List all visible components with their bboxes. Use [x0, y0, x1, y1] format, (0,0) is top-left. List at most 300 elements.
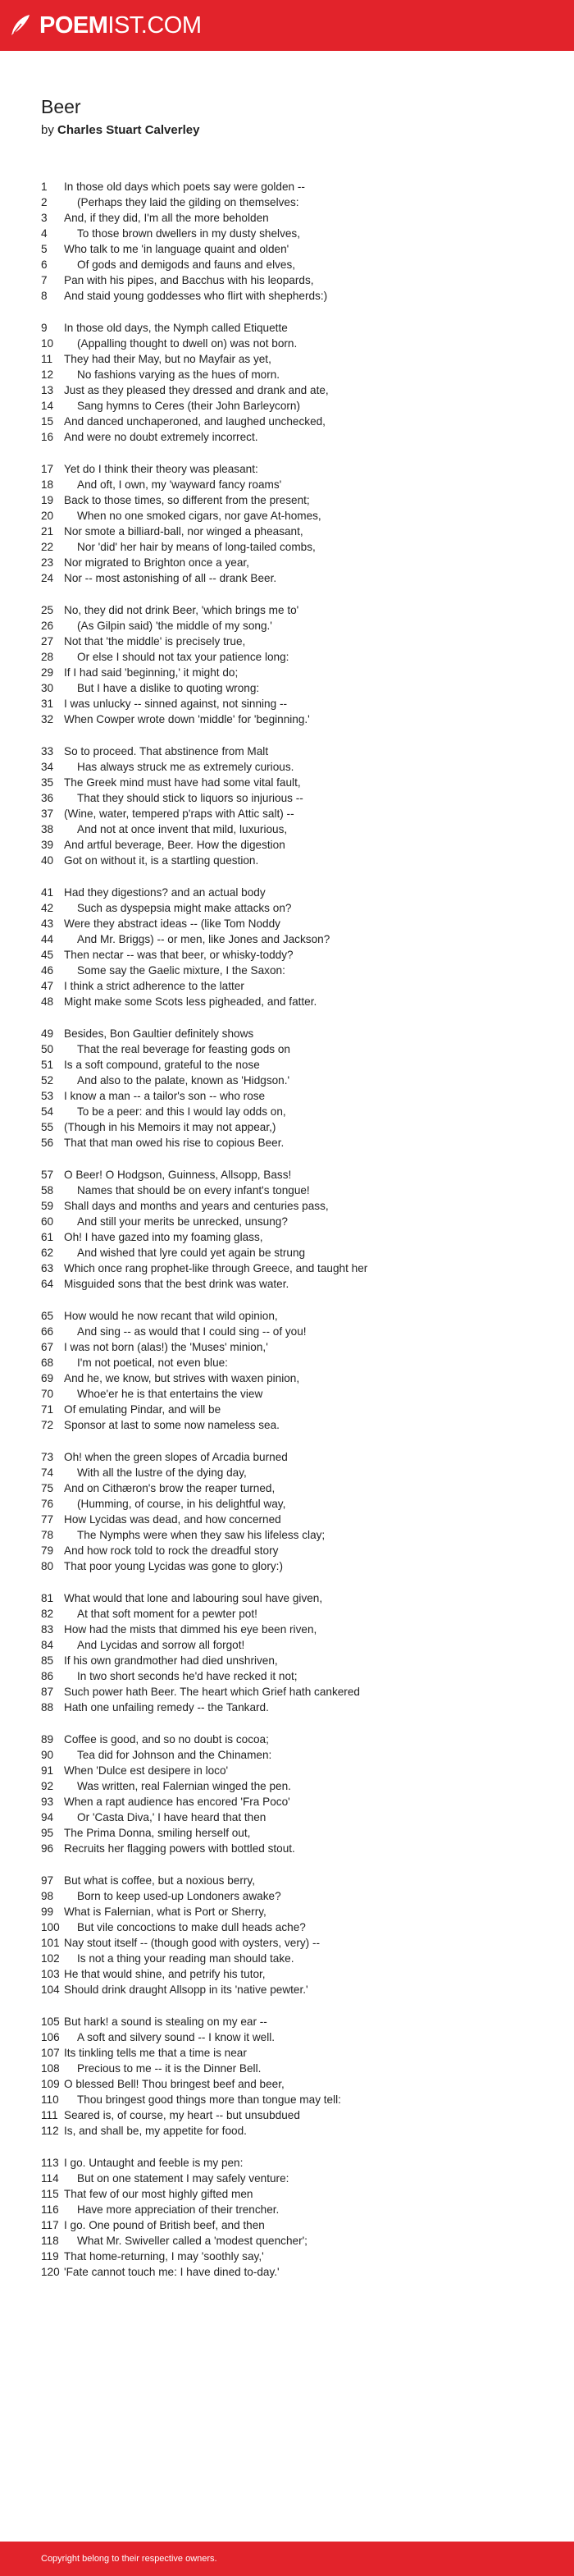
- poem-line: [41, 696, 566, 711]
- line-text: Precious to me -- it is the Dinner Bell.: [77, 2062, 262, 2075]
- line-number: 44: [41, 933, 54, 945]
- line-text: A soft and silvery sound -- I know it well.: [77, 2031, 276, 2043]
- poem-line: [41, 1465, 566, 1480]
- line-text: Back to those times, so different from the present;: [64, 494, 310, 506]
- stanza: [41, 1590, 566, 1715]
- line-text: Might make some Scots less pigheaded, and fatter.: [64, 995, 317, 1008]
- line-text: Recruits her flagging powers with bottled stout.: [64, 1842, 295, 1855]
- line-text: In those old days, the Nymph called Etiquette: [64, 322, 288, 334]
- poem-line: [41, 2014, 566, 2029]
- line-number: 54: [41, 1105, 54, 1118]
- line-number: 4: [41, 227, 48, 240]
- poem-line: [41, 634, 566, 649]
- line-text: When a rapt audience has encored 'Fra Poco': [64, 1796, 290, 1808]
- line-text: In those old days which poets say were golden --: [64, 181, 305, 193]
- line-number: 74: [41, 1466, 54, 1479]
- line-number: 8: [41, 290, 48, 302]
- poem-line: [41, 1543, 566, 1558]
- poem-line: [41, 1606, 566, 1622]
- poem-line: [41, 618, 566, 634]
- line-number: 38: [41, 823, 54, 835]
- poem-line: [41, 320, 566, 336]
- line-text: Such as dyspepsia might make attacks on?: [77, 902, 292, 914]
- line-text: Its tinkling tells me that a time is near: [64, 2047, 247, 2059]
- line-number: 116: [41, 2203, 59, 2216]
- line-text: Is not a thing your reading man should take.: [77, 1952, 294, 1965]
- poem-line: [41, 398, 566, 414]
- line-text: What is Falernian, what is Port or Sherry,: [64, 1906, 266, 1918]
- poem-line: [41, 508, 566, 524]
- line-text: How Lycidas was dead, and how concerned: [64, 1513, 281, 1526]
- line-text: And Mr. Briggs) -- or men, like Jones and Jackson?: [77, 933, 330, 945]
- line-number: 95: [41, 1827, 54, 1839]
- line-text: Who talk to me 'in language quaint and olden': [64, 243, 289, 255]
- poem-line: [41, 1057, 566, 1073]
- line-text: That that man owed his rise to copious Beer.: [64, 1137, 285, 1149]
- line-number: 40: [41, 854, 54, 867]
- line-text: Was written, real Falernian winged the pen.: [77, 1780, 291, 1792]
- line-text: And danced unchaperoned, and laughed unchecked,: [64, 415, 326, 428]
- poem-line: [41, 1167, 566, 1183]
- stanza: [41, 885, 566, 1009]
- line-text: And staid young goddesses who flirt with shepherds:): [64, 290, 328, 302]
- line-number: 120: [41, 2266, 60, 2278]
- poem-line: [41, 1732, 566, 1747]
- poem-line: [41, 1747, 566, 1763]
- line-text: Nor -- most astonishing of all -- drank Beer.: [64, 572, 277, 584]
- line-text: Had they digestions? and an actual body: [64, 886, 266, 899]
- line-number: 75: [41, 1482, 54, 1494]
- line-number: 64: [41, 1278, 54, 1290]
- line-text: And were no doubt extremely incorrect.: [64, 431, 258, 443]
- line-text: And also to the palate, known as 'Hidgson.': [77, 1074, 290, 1087]
- poem-line: [41, 821, 566, 837]
- poem-line: [41, 1763, 566, 1778]
- line-number: 31: [41, 698, 54, 710]
- poem-line: [41, 2264, 566, 2280]
- line-number: 9: [41, 322, 48, 334]
- poem-line: [41, 210, 566, 226]
- line-text: I know a man -- a tailor's son -- who rose: [64, 1090, 266, 1102]
- line-number: 104: [41, 1983, 60, 1996]
- line-number: 76: [41, 1498, 54, 1510]
- line-text: When 'Dulce est desipere in loco': [64, 1764, 229, 1777]
- poem-line: [41, 711, 566, 727]
- line-number: 70: [41, 1388, 54, 1400]
- site-footer: [0, 2542, 574, 2576]
- poem-line: [41, 1245, 566, 1261]
- line-text: And oft, I own, my 'wayward fancy roams': [77, 478, 282, 491]
- line-number: 43: [41, 917, 54, 930]
- line-text: Misguided sons that the best drink was water.: [64, 1278, 289, 1290]
- poem-line: [41, 1668, 566, 1684]
- line-text: Shall days and months and years and centuries pass,: [64, 1200, 329, 1212]
- poem-line: [41, 272, 566, 288]
- poem-line: [41, 1041, 566, 1057]
- line-number: 101: [41, 1937, 60, 1949]
- poem-line: [41, 1527, 566, 1543]
- poem-line: [41, 2107, 566, 2123]
- by-label: by: [41, 123, 54, 137]
- poem-line: [41, 1873, 566, 1888]
- line-text: I go. One pound of British beef, and then: [64, 2219, 265, 2231]
- poem-line: [41, 1355, 566, 1370]
- line-number: 94: [41, 1811, 54, 1823]
- poem-line: [41, 1810, 566, 1825]
- poem-line: [41, 1276, 566, 1292]
- line-number: 30: [41, 682, 54, 694]
- line-number: 102: [41, 1952, 60, 1965]
- poem-line: [41, 241, 566, 257]
- poem-line: [41, 1653, 566, 1668]
- line-number: 24: [41, 572, 54, 584]
- poem-line: [41, 1904, 566, 1919]
- line-number: 19: [41, 494, 54, 506]
- line-text: Some say the Gaelic mixture, I the Saxon:: [77, 964, 285, 977]
- line-number: 16: [41, 431, 54, 443]
- line-text: But on one statement I may safely venture:: [77, 2172, 289, 2185]
- line-number: 108: [41, 2062, 60, 2075]
- stanza: [41, 179, 566, 304]
- stanza: [41, 320, 566, 445]
- line-number: 69: [41, 1372, 54, 1384]
- line-number: 45: [41, 949, 54, 961]
- line-number: 99: [41, 1906, 54, 1918]
- line-number: 29: [41, 666, 54, 679]
- poem-line: [41, 1778, 566, 1794]
- poem-line: [41, 900, 566, 916]
- line-text: No, they did not drink Beer, 'which brings me to': [64, 604, 299, 616]
- line-text: Or 'Casta Diva,' I have heard that then: [77, 1811, 266, 1823]
- poem-line: [41, 1402, 566, 1417]
- line-text: At that soft moment for a pewter pot!: [77, 1608, 257, 1620]
- line-number: 97: [41, 1874, 54, 1887]
- line-text: Is, and shall be, my appetite for food.: [64, 2125, 247, 2137]
- stanza: [41, 2155, 566, 2280]
- poem-line: [41, 1888, 566, 1904]
- poem-line: [41, 1622, 566, 1637]
- line-text: How would he now recant that wild opinion,: [64, 1310, 278, 1322]
- poem-line: [41, 2202, 566, 2217]
- line-number: 84: [41, 1639, 54, 1651]
- poem-line: [41, 1026, 566, 1041]
- line-text: And Lycidas and sorrow all forgot!: [77, 1639, 245, 1651]
- poem-line: [41, 2045, 566, 2061]
- line-text: Have more appreciation of their trencher.: [77, 2203, 280, 2216]
- line-number: 5: [41, 243, 48, 255]
- line-text: I think a strict adherence to the latter: [64, 980, 244, 992]
- stanza: [41, 1308, 566, 1433]
- line-number: 60: [41, 1215, 54, 1228]
- line-text: Sang hymns to Ceres (their John Barleycorn): [77, 400, 300, 412]
- line-number: 107: [41, 2047, 60, 2059]
- line-text: No fashions varying as the hues of morn.: [77, 368, 280, 381]
- line-number: 41: [41, 886, 54, 899]
- poem-line: [41, 1480, 566, 1496]
- poem-line: [41, 837, 566, 853]
- poem-line: [41, 1982, 566, 1997]
- line-text: (Humming, of course, in his delightful way,: [77, 1498, 286, 1510]
- line-text: (As Gilpin said) 'the middle of my song.': [77, 620, 272, 632]
- line-number: 23: [41, 556, 54, 569]
- line-text: The Prima Donna, smiling herself out,: [64, 1827, 251, 1839]
- quill-pen-icon: [8, 13, 33, 38]
- line-number: 47: [41, 980, 54, 992]
- line-number: 26: [41, 620, 54, 632]
- line-number: 35: [41, 776, 54, 789]
- line-text: Then nectar -- was that beer, or whisky-toddy?: [64, 949, 294, 961]
- line-text: Of emulating Pindar, and will be: [64, 1403, 221, 1416]
- line-text: Pan with his pipes, and Bacchus with his leopards,: [64, 274, 314, 286]
- line-number: 27: [41, 635, 54, 647]
- poem-line: [41, 477, 566, 492]
- line-number: 53: [41, 1090, 54, 1102]
- poem-line: [41, 1841, 566, 1856]
- poem-author[interactable]: Charles Stuart Calverley: [57, 123, 200, 137]
- poem-line: [41, 2171, 566, 2186]
- line-text: And still your merits be unrecked, unsung?: [77, 1215, 288, 1228]
- line-number: 117: [41, 2219, 59, 2231]
- line-number: 34: [41, 761, 54, 773]
- stanza: [41, 1167, 566, 1292]
- poem-line: [41, 947, 566, 963]
- line-number: 36: [41, 792, 54, 804]
- line-number: 66: [41, 1325, 54, 1338]
- poem-line: [41, 257, 566, 272]
- poem-line: [41, 1590, 566, 1606]
- poem-line: [41, 916, 566, 931]
- line-text: Born to keep used-up Londoners awake?: [77, 1890, 281, 1902]
- poem-line: [41, 179, 566, 194]
- line-number: 28: [41, 651, 54, 663]
- line-number: 32: [41, 713, 54, 725]
- poem-line: [41, 1088, 566, 1104]
- line-text: Nor 'did' her hair by means of long-tailed combs,: [77, 541, 316, 553]
- line-number: 55: [41, 1121, 54, 1133]
- poem-line: [41, 1417, 566, 1433]
- poem-line: [41, 853, 566, 868]
- line-number: 14: [41, 400, 54, 412]
- line-number: 85: [41, 1654, 54, 1667]
- line-text: Yet do I think their theory was pleasant:: [64, 463, 258, 475]
- line-text: Or else I should not tax your patience long:: [77, 651, 289, 663]
- line-number: 109: [41, 2078, 60, 2090]
- poem-line: [41, 2217, 566, 2233]
- poem-line: [41, 351, 566, 367]
- line-text: (Wine, water, tempered p'raps with Attic salt) --: [64, 808, 294, 820]
- line-text: What Mr. Swiveller called a 'modest quencher';: [77, 2235, 308, 2247]
- poem-line: [41, 2076, 566, 2092]
- poem-line: [41, 790, 566, 806]
- poem-line: [41, 2123, 566, 2139]
- poem-line: [41, 2061, 566, 2076]
- poem-line: [41, 1684, 566, 1700]
- line-number: 67: [41, 1341, 54, 1353]
- site-logo[interactable]: [8, 12, 202, 39]
- poem-line: [41, 194, 566, 210]
- poem-line: [41, 555, 566, 570]
- line-number: 12: [41, 368, 54, 381]
- line-text: O blessed Bell! Thou bringest beef and beer,: [64, 2078, 285, 2090]
- poem-line: [41, 524, 566, 539]
- poem-line: [41, 649, 566, 665]
- line-text: But what is coffee, but a noxious berry,: [64, 1874, 255, 1887]
- poem-line: [41, 429, 566, 445]
- poem-line: [41, 367, 566, 382]
- poem-line: [41, 1198, 566, 1214]
- line-text: The Nymphs were when they saw his lifeless clay;: [77, 1529, 326, 1541]
- poem-line: [41, 2233, 566, 2249]
- poem-line: [41, 1370, 566, 1386]
- line-number: 18: [41, 478, 54, 491]
- poem-line: [41, 1104, 566, 1119]
- stanza: [41, 744, 566, 868]
- poem-line: [41, 1261, 566, 1276]
- line-text: But I have a dislike to quoting wrong:: [77, 682, 260, 694]
- line-text: He that would shine, and petrify his tutor,: [64, 1968, 266, 1980]
- poem-line: [41, 1449, 566, 1465]
- line-number: 21: [41, 525, 54, 538]
- line-number: 88: [41, 1701, 54, 1714]
- line-number: 105: [41, 2016, 60, 2028]
- line-number: 79: [41, 1544, 54, 1557]
- line-number: 63: [41, 1262, 54, 1274]
- poem-line: [41, 2155, 566, 2171]
- poem-header: [0, 96, 574, 137]
- poem-line: [41, 1919, 566, 1935]
- line-text: I'm not poetical, not even blue:: [77, 1357, 228, 1369]
- line-text: And wished that lyre could yet again be strung: [77, 1247, 306, 1259]
- poem-line: [41, 1308, 566, 1324]
- poem-line: [41, 2186, 566, 2202]
- line-text: Hath one unfailing remedy -- the Tankard.: [64, 1701, 269, 1714]
- line-number: 112: [41, 2125, 59, 2137]
- line-number: 73: [41, 1451, 54, 1463]
- line-text: (Though in his Memoirs it may not appear,): [64, 1121, 276, 1133]
- line-text: Names that should be on every infant's tongue!: [77, 1184, 310, 1196]
- line-text: Coffee is good, and so no doubt is cocoa;: [64, 1733, 269, 1746]
- line-number: 46: [41, 964, 54, 977]
- poem-line: [41, 665, 566, 680]
- line-number: 37: [41, 808, 54, 820]
- line-text: Such power hath Beer. The heart which Grief hath cankered: [64, 1686, 360, 1698]
- line-text: Seared is, of course, my heart -- but unsubdued: [64, 2109, 300, 2121]
- line-number: 114: [41, 2172, 59, 2185]
- site-name: POEMIST.COM: [39, 11, 202, 39]
- poem-byline: [41, 123, 574, 137]
- line-number: 22: [41, 541, 54, 553]
- line-number: 13: [41, 384, 54, 396]
- line-number: 93: [41, 1796, 54, 1808]
- line-number: 92: [41, 1780, 54, 1792]
- poem-line: [41, 382, 566, 398]
- line-number: 68: [41, 1357, 54, 1369]
- line-number: 71: [41, 1403, 54, 1416]
- line-number: 111: [41, 2109, 58, 2121]
- poem-line: [41, 680, 566, 696]
- line-number: 58: [41, 1184, 54, 1196]
- line-number: 78: [41, 1529, 54, 1541]
- line-text: (Perhaps they laid the gilding on themselves:: [77, 196, 299, 208]
- line-text: That home-returning, I may 'soothly say,': [64, 2250, 264, 2263]
- poem-line: [41, 288, 566, 304]
- line-number: 57: [41, 1169, 54, 1181]
- line-text: When Cowper wrote down 'middle' for 'beginning.': [64, 713, 310, 725]
- line-text: Tea did for Johnson and the Chinamen:: [77, 1749, 272, 1761]
- poem-line: [41, 931, 566, 947]
- line-number: 2: [41, 196, 48, 208]
- poem-line: [41, 2092, 566, 2107]
- poem-line: [41, 2249, 566, 2264]
- line-number: 87: [41, 1686, 54, 1698]
- poem-line: [41, 1496, 566, 1512]
- line-text: Has always struck me as extremely curious.: [77, 761, 294, 773]
- line-number: 1: [41, 181, 48, 193]
- line-text: That they should stick to liquors so injurious --: [77, 792, 303, 804]
- line-text: What would that lone and labouring soul have given,: [64, 1592, 323, 1604]
- line-text: And he, we know, but strives with waxen pinion,: [64, 1372, 300, 1384]
- poem-line: [41, 1119, 566, 1135]
- stanza: [41, 2014, 566, 2139]
- line-text: I was not born (alas!) the 'Muses' minion,': [64, 1341, 268, 1353]
- poem-line: [41, 1558, 566, 1574]
- line-text: Just as they pleased they dressed and drank and ate,: [64, 384, 329, 396]
- line-number: 113: [41, 2157, 59, 2169]
- poem-line: [41, 963, 566, 978]
- line-text: (Appalling thought to dwell on) was not born.: [77, 337, 298, 350]
- line-number: 48: [41, 995, 54, 1008]
- poem-line: [41, 226, 566, 241]
- poem-title: Beer: [41, 96, 81, 117]
- line-text: Is a soft compound, grateful to the nose: [64, 1059, 260, 1071]
- line-number: 6: [41, 259, 48, 271]
- line-text: Whoe'er he is that entertains the view: [77, 1388, 263, 1400]
- line-number: 39: [41, 839, 54, 851]
- poem-line: [41, 775, 566, 790]
- line-text: With all the lustre of the dying day,: [77, 1466, 247, 1479]
- site-header: [0, 0, 574, 51]
- poem-line: [41, 414, 566, 429]
- line-text: To those brown dwellers in my dusty shelves,: [77, 227, 300, 240]
- line-number: 7: [41, 274, 48, 286]
- copyright-text: Copyright belong to their respective owners.: [41, 2554, 217, 2564]
- stanza: [41, 1873, 566, 1997]
- line-text: Of gods and demigods and fauns and elves,: [77, 259, 296, 271]
- line-number: 90: [41, 1749, 54, 1761]
- line-text: And sing -- as would that I could sing -- of you!: [77, 1325, 307, 1338]
- line-text: So to proceed. That abstinence from Malt: [64, 745, 269, 757]
- line-number: 72: [41, 1419, 54, 1431]
- line-text: Nay stout itself -- (though good with oysters, very) --: [64, 1937, 321, 1949]
- line-text: But vile concoctions to make dull heads ache?: [77, 1921, 306, 1933]
- line-number: 50: [41, 1043, 54, 1055]
- line-text: Thou bringest good things more than tongue may tell:: [77, 2093, 341, 2106]
- poem-line: [41, 1512, 566, 1527]
- line-text: They had their May, but no Mayfair as yet,: [64, 353, 271, 365]
- line-number: 59: [41, 1200, 54, 1212]
- poem-line: [41, 1935, 566, 1951]
- line-text: In two short seconds he'd have recked it not;: [77, 1670, 298, 1682]
- line-text: I go. Untaught and feeble is my pen:: [64, 2157, 244, 2169]
- poem-line: [41, 1386, 566, 1402]
- poem-line: [41, 539, 566, 555]
- line-text: Nor smote a billiard-ball, nor winged a pheasant,: [64, 525, 303, 538]
- line-text: Sponsor at last to some now nameless sea.: [64, 1419, 280, 1431]
- poem-line: [41, 336, 566, 351]
- line-number: 11: [41, 353, 53, 365]
- poem-line: [41, 1637, 566, 1653]
- stanza: [41, 602, 566, 727]
